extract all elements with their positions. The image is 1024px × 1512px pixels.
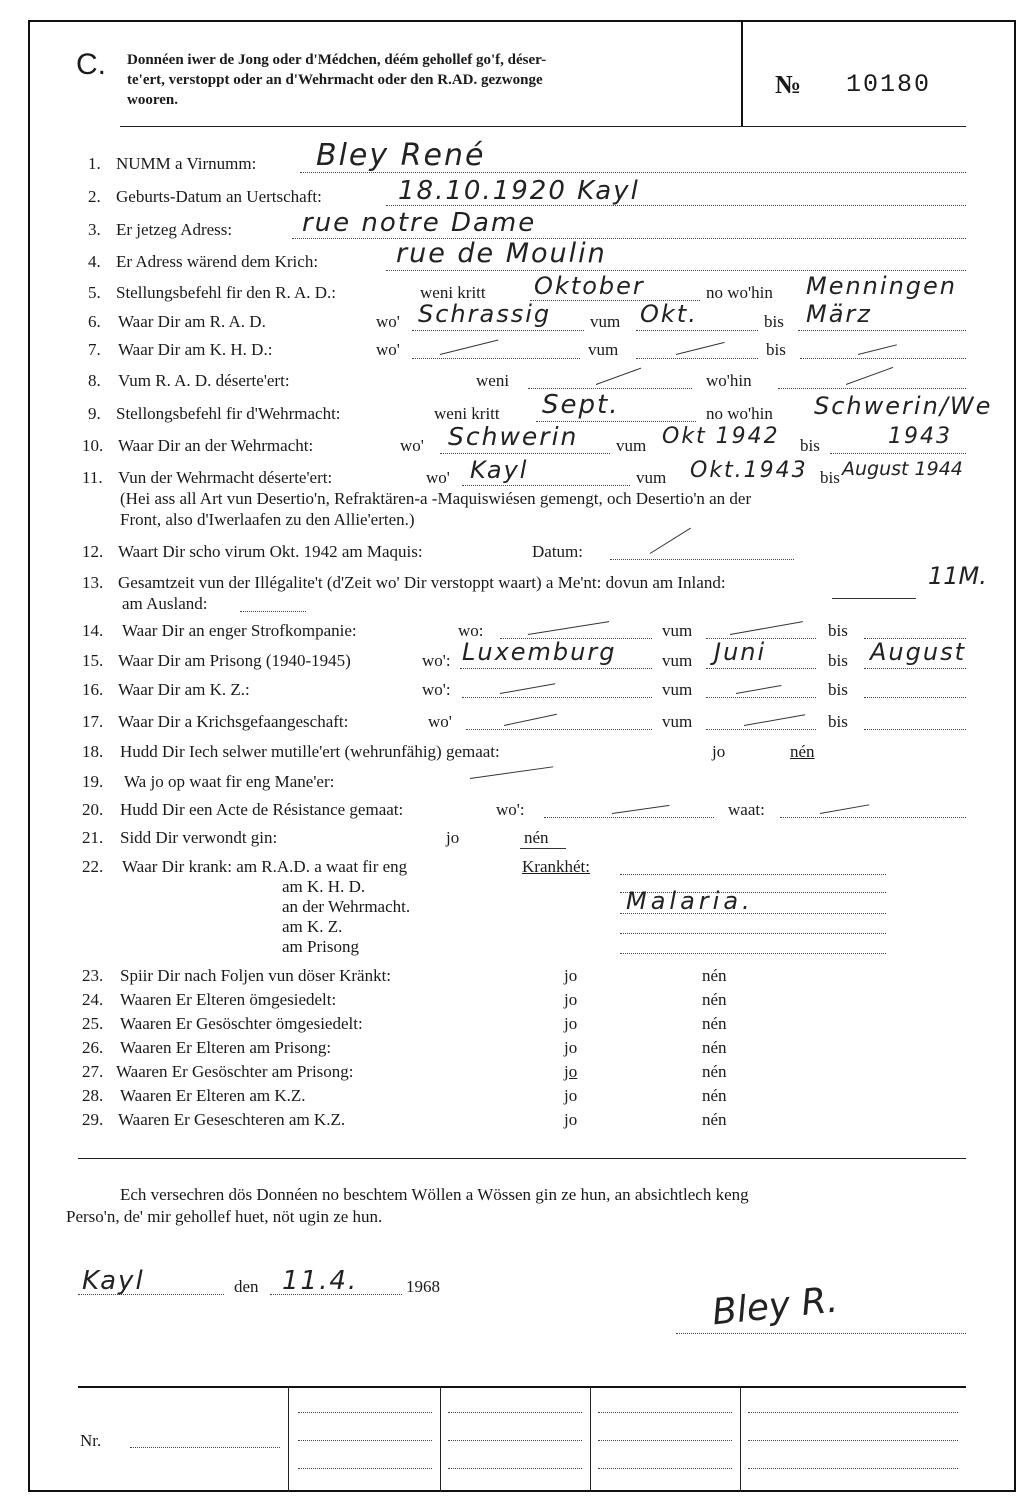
q21-label: Sidd Dir verwondt gin: [120, 828, 278, 847]
q17-number: 17. [82, 712, 104, 731]
q23-label: Spiir Dir nach Foljen vun döser Kränkt: [120, 966, 392, 985]
q28-nen: nén [702, 1086, 727, 1105]
q22-sub-khd: am K. H. D. [282, 877, 366, 896]
q23-jo: jo [564, 966, 578, 985]
q26-jo: jo [564, 1038, 578, 1057]
q25-number: 25. [82, 1014, 104, 1033]
q7-wo-label: wo' [376, 340, 400, 359]
form-number: 10180 [846, 70, 932, 99]
q9-when-answer: Sept. [542, 390, 620, 420]
q6-where-answer: Schrassig [418, 300, 552, 328]
q4-number: 4. [88, 252, 101, 271]
signature-line [676, 1333, 966, 1334]
q1-number: 1. [88, 154, 101, 173]
q23-number: 23. [82, 966, 104, 985]
q7-from-line [636, 358, 758, 359]
q11-to-answer: August 1944 [842, 458, 963, 480]
footer-line-d2 [748, 1440, 958, 1441]
q11-note-2: Front, also d'Iwerlaafen zu den Allie'erten.) [120, 510, 415, 529]
q14-label: Waar Dir an enger Strofkompanie: [122, 621, 357, 640]
q18-jo: jo [712, 742, 726, 761]
q27-label: Waaren Er Gesöschter am Prisong: [116, 1062, 354, 1081]
q13-ausland-label: am Ausland: [122, 594, 208, 613]
q6-wo-label: wo' [376, 312, 400, 331]
q8-where-label: wo'hin [706, 371, 752, 390]
header-line-1: Donnéen iwer de Jong oder d'Médchen, déém gehollef go'f, déser- [127, 52, 547, 68]
q21-nen: nén [524, 828, 549, 847]
q12-date-line [610, 559, 794, 560]
q6-where-line [412, 330, 584, 331]
header-divider [741, 22, 743, 126]
q15-label: Waar Dir am Prisong (1940-1945) [118, 651, 351, 670]
footer-rule-thick [78, 1386, 966, 1388]
q15-to-line [864, 668, 966, 669]
q4-answer: rue de Moulin [396, 238, 607, 269]
q22-number: 22. [82, 857, 104, 876]
q25-jo: jo [564, 1014, 578, 1033]
q9-number: 9. [88, 404, 101, 423]
q28-number: 28. [82, 1086, 104, 1105]
q22-sub-wehrmacht: an der Wehrmacht. [282, 897, 411, 916]
q2-answer: 18.10.1920 Kayl [398, 176, 640, 206]
signature: Bley R. [710, 1279, 840, 1334]
q9-label: Stellongsbefehl fir d'Wehrmacht: [116, 404, 341, 423]
q14-number: 14. [82, 621, 104, 640]
q27-number: 27. [82, 1062, 104, 1081]
q11-from-answer: Okt.1943 [690, 458, 808, 483]
q3-line [292, 238, 966, 239]
q17-to-line [864, 729, 966, 730]
footer-line-c3 [598, 1468, 732, 1469]
q16-number: 16. [82, 680, 104, 699]
year-label: 1968 [406, 1277, 440, 1296]
q11-vum-label: vum [636, 468, 667, 487]
q7-bis-label: bis [766, 340, 786, 359]
q15-wo-label: wo': [422, 651, 451, 670]
q11-where-answer: Kayl [470, 456, 529, 484]
q22-answer: Malaria. [626, 887, 754, 915]
q8-where-line [778, 388, 966, 389]
q15-where-line [460, 668, 652, 669]
q2-number: 2. [88, 187, 101, 206]
q5-number: 5. [88, 283, 101, 302]
q3-number: 3. [88, 220, 101, 239]
q6-vum-label: vum [590, 312, 621, 331]
q15-vum-label: vum [662, 651, 693, 670]
footer-col-3 [590, 1386, 591, 1492]
q10-number: 10. [82, 436, 104, 455]
q29-number: 29. [82, 1110, 104, 1129]
q23-nen: nén [702, 966, 727, 985]
q6-from-answer: Okt. [640, 300, 698, 328]
q24-label: Waaren Er Elteren ömgesiedelt: [120, 990, 337, 1009]
q28-jo: jo [564, 1086, 578, 1105]
q26-nen: nén [702, 1038, 727, 1057]
q9-where-answer: Schwerin/We [814, 392, 993, 420]
q10-bis-label: bis [800, 436, 820, 455]
q5-where-answer: Menningen [806, 272, 957, 300]
q22-line-4 [620, 933, 886, 934]
q10-to-answer: 1943 [888, 424, 952, 449]
q11-bis-label: bis [820, 468, 840, 487]
footer-line-a1 [298, 1412, 432, 1413]
footer-line-b2 [448, 1440, 582, 1441]
q15-from-line [706, 668, 816, 669]
q7-where-line [412, 358, 580, 359]
q20-where-line [544, 817, 714, 818]
footer-line-d3 [748, 1468, 958, 1469]
q16-to-line [864, 697, 966, 698]
q10-where-line [440, 453, 610, 454]
q10-to-line [830, 453, 966, 454]
q20-waat-label: waat: [728, 800, 765, 819]
q11-wo-label: wo' [426, 468, 450, 487]
q18-label: Hudd Dir Iech selwer mutille'ert (wehrunfähig) gemaat: [120, 742, 500, 761]
q20-label: Hudd Dir een Acte de Résistance gemaat: [120, 800, 404, 819]
q18-nen-selected: nén [790, 742, 815, 761]
q21-number: 21. [82, 828, 104, 847]
footer-line-c2 [598, 1440, 732, 1441]
place-answer: Kayl [82, 1266, 145, 1296]
q20-number: 20. [82, 800, 104, 819]
q15-bis-label: bis [828, 651, 848, 670]
q14-wo-label: wo: [458, 621, 484, 640]
q24-number: 24. [82, 990, 104, 1009]
q6-to-answer: März [806, 300, 872, 328]
q24-nen: nén [702, 990, 727, 1009]
footer-col-1 [288, 1386, 289, 1492]
q15-number: 15. [82, 651, 104, 670]
q8-label: Vum R. A. D. déserte'ert: [118, 371, 290, 390]
q16-vum-label: vum [662, 680, 693, 699]
q12-datum-label: Datum: [532, 542, 583, 561]
q13-number: 13. [82, 573, 104, 592]
q16-bis-label: bis [828, 680, 848, 699]
q8-when-line [528, 388, 692, 389]
q17-vum-label: vum [662, 712, 693, 731]
q11-label: Vun der Wehrmacht déserte'ert: [118, 468, 333, 487]
q24-jo: jo [564, 990, 578, 1009]
q21-nen-underline [520, 848, 566, 849]
q9-weni-label: weni kritt [434, 404, 500, 423]
q14-bis-label: bis [828, 621, 848, 640]
footer-line-a2 [298, 1440, 432, 1441]
q3-label: Er jetzeg Adress: [116, 220, 233, 239]
q15-where-answer: Luxemburg [462, 638, 617, 666]
q10-vum-label: vum [616, 436, 647, 455]
q27-jo-selected: jo [564, 1062, 578, 1081]
section-letter: C. [76, 48, 106, 81]
q4-line [386, 270, 966, 271]
q8-number: 8. [88, 371, 101, 390]
q7-number: 7. [88, 340, 101, 359]
q22-line-5 [620, 953, 886, 954]
q13-inland-underline [832, 598, 916, 599]
footer-line-c1 [598, 1412, 732, 1413]
q5-weni-label: weni kritt [420, 283, 486, 302]
section-rule [78, 1158, 966, 1159]
q5-where-label: no wo'hin [706, 283, 773, 302]
declaration-line-1: Ech versechren dös Donnéen no beschtem Wöllen a Wössen gin ze hun, an absichtlech keng [120, 1185, 749, 1204]
q16-from-line [706, 697, 816, 698]
q16-label: Waar Dir am K. Z.: [118, 680, 250, 699]
q15-to-answer: August [870, 638, 966, 666]
q29-label: Waaren Er Geseschteren am K.Z. [118, 1110, 346, 1129]
q5-when-answer: Oktober [534, 272, 645, 300]
q17-wo-label: wo' [428, 712, 452, 731]
q25-label: Waaren Er Gesöschter ömgesiedelt: [120, 1014, 363, 1033]
q18-number: 18. [82, 742, 104, 761]
q7-label: Waar Dir am K. H. D.: [118, 340, 273, 359]
footer-col-4 [740, 1386, 741, 1492]
q15-from-answer: Juni [714, 638, 767, 666]
q10-wo-label: wo' [400, 436, 424, 455]
q20-wo-label: wo': [496, 800, 525, 819]
q26-label: Waaren Er Elteren am Prisong: [120, 1038, 332, 1057]
q2-label: Geburts-Datum an Uertschaft: [116, 187, 322, 206]
q28-label: Waaren Er Elteren am K.Z. [120, 1086, 306, 1105]
q11-where-line [462, 485, 630, 486]
q13-label: Gesamtzeit vun der Illégalite't (d'Zeit wo' Dir verstoppt waart) a Me'nt: dovun am Inland: [118, 573, 726, 592]
q29-nen: nén [702, 1110, 727, 1129]
header-line-3: wooren. [127, 92, 178, 108]
q6-from-line [636, 330, 758, 331]
q10-label: Waar Dir an der Wehrmacht: [118, 436, 314, 455]
q26-number: 26. [82, 1038, 104, 1057]
q16-where-line [462, 697, 652, 698]
q4-label: Er Adress wärend dem Krich: [116, 252, 319, 271]
q10-from-answer: Okt 1942 [662, 424, 780, 449]
q19-label: Wa jo op waat fir eng Mane'er: [124, 772, 335, 791]
q22-sub-kz: am K. Z. [282, 917, 343, 936]
q17-bis-label: bis [828, 712, 848, 731]
q14-vum-label: vum [662, 621, 693, 640]
q22-line-1 [620, 874, 886, 875]
header-line-2: te'ert, verstoppt oder an d'Wehrmacht oder den R.AD. gezwonge [127, 72, 543, 88]
q9-where-label: no wo'hin [706, 404, 773, 423]
q1-answer: Bley René [316, 138, 486, 173]
declaration-line-2: Perso'n, de' mir gehollef huet, nöt ugin ze hun. [66, 1207, 383, 1226]
date-answer: 11.4. [282, 1266, 359, 1296]
footer-col-2 [440, 1386, 441, 1492]
q12-label: Waart Dir scho virum Okt. 1942 am Maquis: [118, 542, 423, 561]
q29-jo: jo [564, 1110, 578, 1129]
nr-line [130, 1447, 280, 1448]
q5-label: Stellungsbefehl fir den R. A. D.: [116, 283, 337, 302]
q19-number: 19. [82, 772, 104, 791]
nr-label: Nr. [80, 1431, 102, 1450]
footer-line-b1 [448, 1412, 582, 1413]
q6-bis-label: bis [764, 312, 784, 331]
q27-nen: nén [702, 1062, 727, 1081]
q1-label: NUMM a Virnumm: [116, 154, 257, 173]
q13-ausland-line [240, 611, 306, 612]
q17-label: Waar Dir a Krichsgefaangeschaft: [118, 712, 349, 731]
q13-answer: 11M. [928, 562, 987, 590]
header-rule [120, 126, 966, 127]
q10-where-answer: Schwerin [448, 422, 579, 451]
footer-line-b3 [448, 1468, 582, 1469]
q8-weni-label: weni [476, 371, 510, 390]
q12-number: 12. [82, 542, 104, 561]
q11-number: 11. [82, 468, 103, 487]
q22-sub-prisong: am Prisong [282, 937, 359, 956]
den-label: den [234, 1277, 259, 1296]
q17-from-line [706, 729, 816, 730]
footer-line-a3 [298, 1468, 432, 1469]
q6-to-line [798, 330, 966, 331]
q17-where-line [466, 729, 652, 730]
q3-answer: rue notre Dame [302, 208, 537, 238]
q21-jo: jo [446, 828, 460, 847]
q6-label: Waar Dir am R. A. D. [118, 312, 266, 331]
number-sign: № [775, 70, 802, 99]
q11-note-1: (Hei ass all Art vun Desertio'n, Refraktären-a -Maquiswiésen gemengt, och Desertio'n an der [120, 489, 752, 508]
q7-vum-label: vum [588, 340, 619, 359]
q20-what-line [780, 817, 966, 818]
q6-number: 6. [88, 312, 101, 331]
q25-nen: nén [702, 1014, 727, 1033]
q7-to-line [800, 358, 966, 359]
q22-krankhet-label: Krankhét: [522, 857, 590, 876]
q22-label: Waar Dir krank: am R.A.D. a waat fir eng [122, 857, 408, 876]
footer-line-d1 [748, 1412, 958, 1413]
q16-wo-label: wo': [422, 680, 451, 699]
